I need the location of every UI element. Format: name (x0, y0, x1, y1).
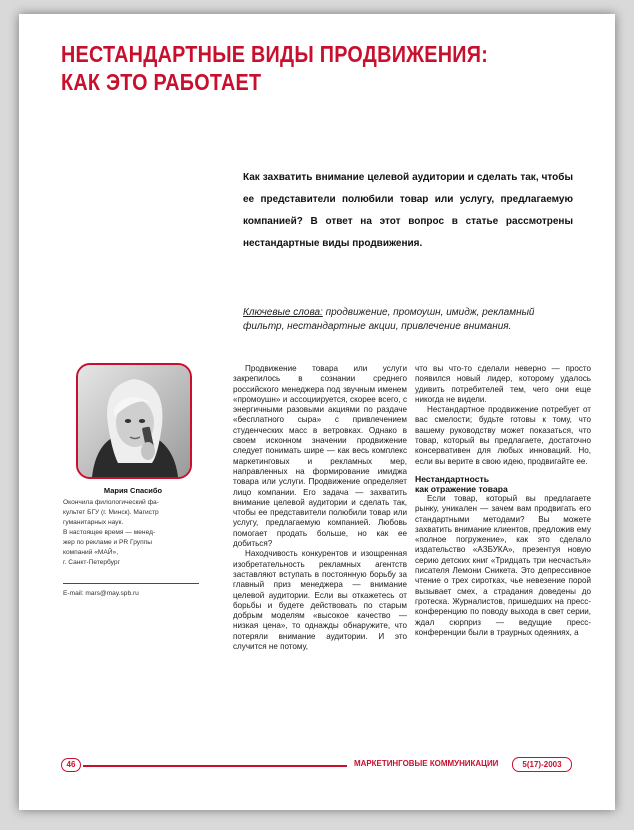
page-number-badge: 46 (61, 758, 81, 772)
section-heading-line-2: как отражение товара (415, 483, 508, 494)
article-column-2 (415, 364, 591, 638)
author-email[interactable]: E-mail: mars@may.spb.ru (63, 590, 139, 597)
author-bio-line: культет БГУ (г. Минск). Магистр (63, 509, 159, 516)
footer-rule (83, 765, 347, 767)
author-bio-line: жер по рекламе и PR Группы (63, 539, 152, 546)
author-photo (76, 363, 192, 479)
author-name: Мария Спасибо (103, 486, 163, 495)
paragraph: Продвижение товара или услуги закрепилось в сознании среднего российского менеджера под звучным именем «промоушн» и ассоциируется, скорее всего, с энергичными разовыми акциями по раздаче «бесплатного сыра» с привлечением студенческих масс в ветровках. Однако в своем исконном значении продвижение следует понимать шире — как весь комплекс маркетинговых и рекламных мер, направленных на формирование имиджа товара или услуги. Продвижение определяет лицо компании. Его задача — захватить внимание целевой аудитории и сделать так, чтобы ее представители полюбили товар или услугу, предлагаемую компанией. Любовь помогает продать больше, но как ее добиться? (233, 364, 407, 549)
paragraph: Нестандартное продвижение потребует от вас смелости; будьте готовы к тому, что вашему руководству может показаться, что товар, который вы предлагаете, достаточно консервативен для любых инноваций. Но, если вы верите в свою идею, продвигайте ее. (415, 405, 591, 466)
author-bio-line: В настоящее время — менед- (63, 529, 156, 536)
author-bio-line: компаний «МАЙ», (63, 549, 119, 556)
paragraph: Находчивость конкурентов и изощренная изобретательность рекламных агентств заставляют вступать в постоянную борьбу за главный приз менеджера — внимание целевой аудитории. Если вы откажетесь от борьбы и будете действовать по старым добрым моделям «высокое качество — низкая цена», то однажды обнаружите, что потеряли внимание аудитории. И это случится не потому, (233, 549, 407, 652)
issue-badge: 5(17)-2003 (512, 757, 572, 772)
article-lead: Как захватить внимание целевой аудитории и сделать так, чтобы ее представители полюбили товар или услугу, предлагаемую компанией? В ответ на этот вопрос в статье рассмотрены нестандартные виды продвижения. (243, 172, 573, 249)
section-heading (415, 474, 591, 494)
author-portrait-image (78, 365, 190, 477)
journal-title: МАРКЕТИНГОВЫЕ КОММУНИКАЦИИ (354, 758, 499, 768)
keywords-label: Ключевые слова: (243, 307, 323, 318)
author-bio-line: г. Санкт-Петербург (63, 559, 120, 566)
article-title (61, 40, 517, 96)
author-bio (63, 498, 203, 568)
paragraph: Если товар, который вы предлагаете рынку, уникален — зачем вам продвигать его стандартными методами? Вы можете захватить внимание клиентов, предложив ему «полное погружение», как это сделало издательство «АЗБУКА», презентуя новую серию детских книг «Тридцать три несчастья» писателя Лемони Сникета. Это депрессивное чтение о трех сиротках, чье невезение порой вызывает смех, а страдания доведены до гротеска. Журналистов, пришедших на пресс-конференцию по поводу выхода в свет серии, ждал сюрприз — ведущие пресс-конференции были в траурных одеяниях, а (415, 493, 591, 637)
article-title-line-2: КАК ЭТО РАБОТАЕТ (61, 69, 262, 95)
paragraph: что вы что-то сделали неверно — просто появился новый лидер, которому удалось удивить потребителей тем, чего они еще никогда не видели. (415, 364, 591, 404)
keywords (243, 306, 578, 334)
author-bio-line: гуманитарных наук. (63, 519, 124, 526)
author-divider (63, 583, 199, 584)
article-column-1 (233, 364, 407, 652)
magazine-page (19, 14, 615, 810)
section-heading-line-1: Нестандартность (415, 473, 490, 484)
article-title-line-1: НЕСТАНДАРТНЫЕ ВИДЫ ПРОДВИЖЕНИЯ: (61, 41, 489, 67)
keywords-text: продвижение, промоушн, имидж, рекламный фильтр, нестандартные акции, привлечение внимания. (243, 307, 535, 332)
author-bio-line: Окончила филологический фа- (63, 499, 159, 506)
